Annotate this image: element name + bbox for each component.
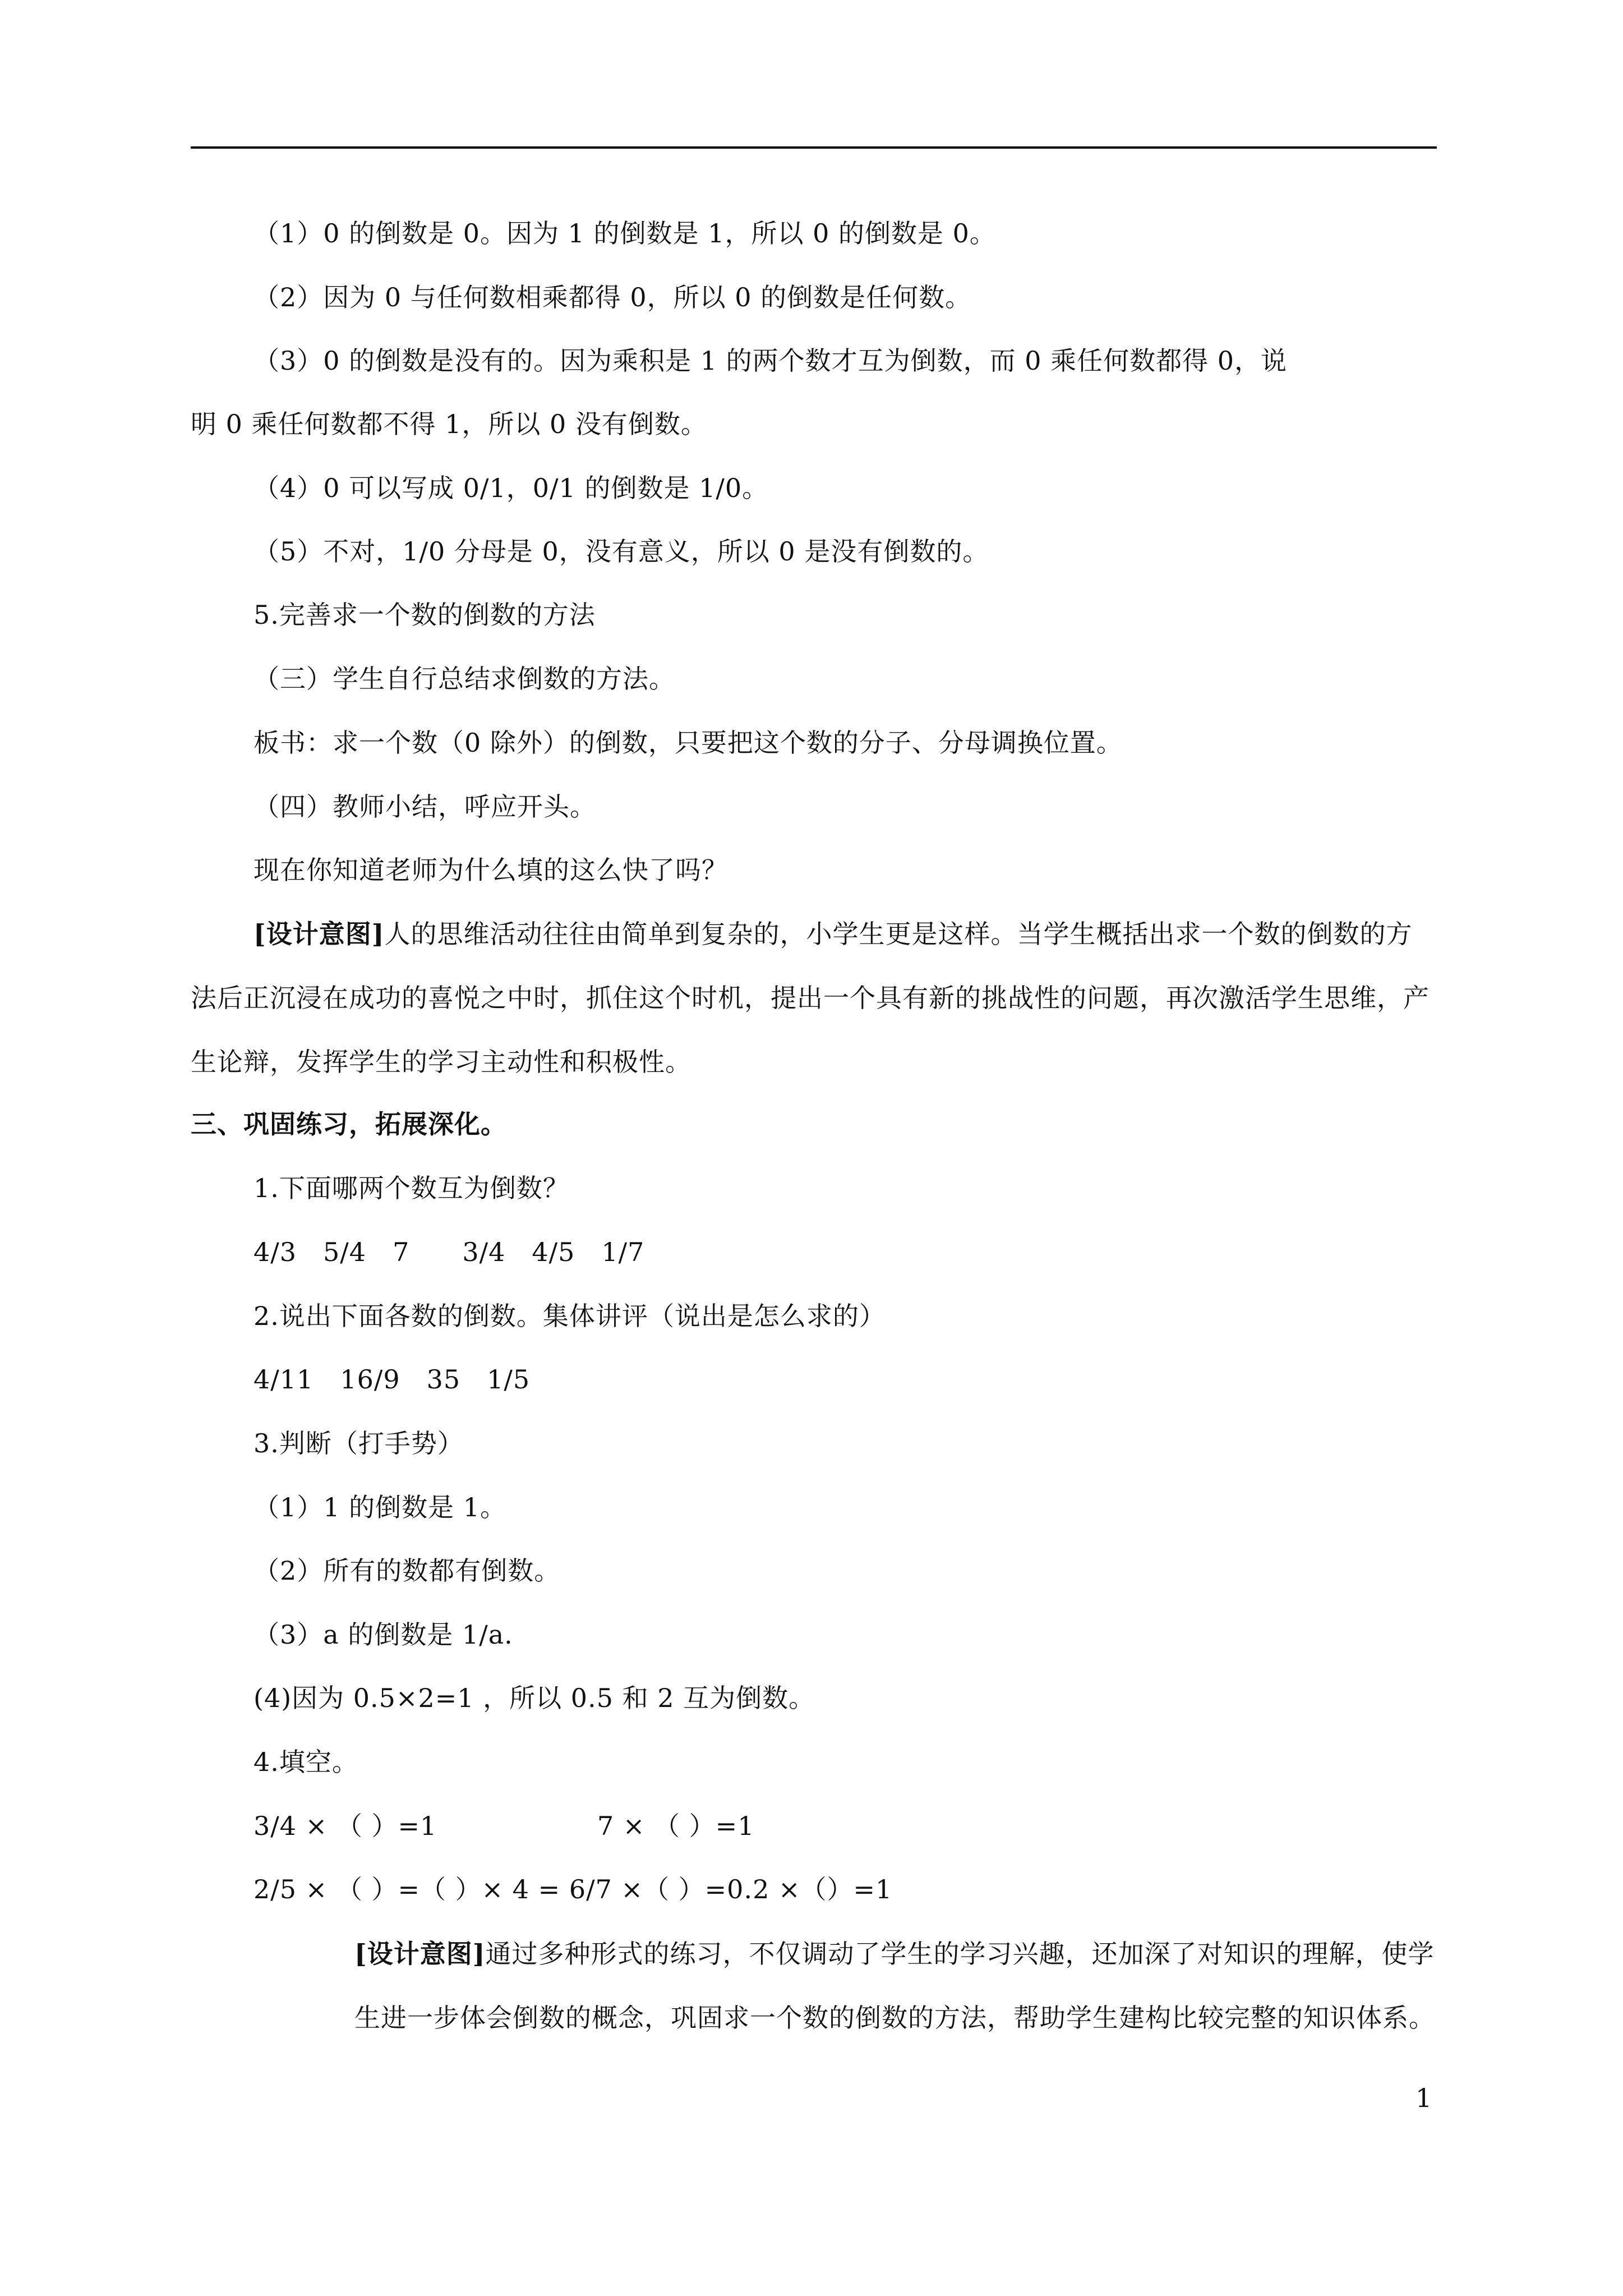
exercise-2-numbers: 4/11 16/9 35 1/5: [253, 1364, 531, 1395]
exercise-2: 2.说出下面各数的倒数。集体讲评（说出是怎么求的）: [253, 1301, 886, 1331]
blackboard-note: 板书：求一个数（0 除外）的倒数，只要把这个数的分子、分母调换位置。: [253, 728, 1123, 758]
header-rule: [191, 146, 1437, 149]
answer-4: （4）0 可以写成 0/1，0/1 的倒数是 1/0。: [253, 473, 769, 503]
answer-3: （3）0 的倒数是没有的。因为乘积是 1 的两个数才互为倒数，而 0 乘任何数都得 0，说: [253, 346, 1288, 376]
exercise-3-item-2: （2）所有的数都有倒数。: [253, 1556, 561, 1586]
design-intent-text: 通过多种形式的练习，不仅调动了学生的学习兴趣，还加深了对知识的理解，使学生进一步体会倒数的概念，巩固求一个数的倒数的方法，帮助学生建构比较完整的知识体系。: [354, 1939, 1435, 2033]
exercise-3-item-1: （1）1 的倒数是 1。: [253, 1492, 507, 1522]
design-intent-label: [设计意图]: [253, 919, 385, 949]
design-intent-label: [设计意图]: [354, 1939, 486, 1969]
exercise-1-numbers: 4/3 5/4 7 3/4 4/5 1/7: [253, 1237, 645, 1267]
question-line: 现在你知道老师为什么填的这么快了吗？: [253, 855, 728, 885]
exercise-4-item-c: 2/5 × （ ）=（ ）× 4 = 6/7 ×（ ）=0.2 ×（）=1: [253, 1874, 893, 1904]
exercise-3: 3.判断（打手势）: [253, 1428, 464, 1458]
exercise-3-item-4: (4)因为 0.5×2=1 ，所以 0.5 和 2 互为倒数。: [253, 1683, 815, 1713]
exercise-4: 4.填空。: [253, 1747, 358, 1777]
answer-1: （1）0 的倒数是 0。因为 1 的倒数是 1，所以 0 的倒数是 0。: [253, 218, 996, 249]
exercise-1: 1.下面哪两个数互为倒数？: [253, 1173, 569, 1203]
exercise-4-item-a: 3/4 × （ ）=1: [253, 1811, 437, 1841]
answer-3-cont: 明 0 乘任何数都不得 1，所以 0 没有倒数。: [191, 409, 707, 439]
design-intent-paragraph-2: [354, 1922, 1437, 2050]
section-3-heading: 三、巩固练习，拓展深化。: [191, 1109, 507, 1139]
answer-5: （5）不对，1/0 分母是 0，没有意义，所以 0 是没有倒数的。: [253, 536, 989, 567]
subsection-4: （四）教师小结，呼应开头。: [253, 792, 596, 822]
subsection-3: （三）学生自行总结求倒数的方法。: [253, 664, 675, 694]
design-intent-paragraph-1: [191, 902, 1437, 1094]
step-5-heading: 5.完善求一个数的倒数的方法: [253, 600, 596, 630]
exercise-4-item-b: 7 × （ ）=1: [597, 1811, 755, 1841]
page-number: 1: [1415, 2083, 1432, 2113]
design-intent-text: 人的思维活动往往由简单到复杂的，小学生更是这样。当学生概括出求一个数的倒数的方法后正沉浸在成功的喜悦之中时，抓住这个时机，提出一个具有新的挑战性的问题，再次激活学生思维，产生论辩，发挥学生的学习主动性和积极性。: [191, 919, 1430, 1077]
exercise-3-item-3: （3）a 的倒数是 1/a.: [253, 1619, 513, 1650]
answer-2: （2）因为 0 与任何数相乘都得 0，所以 0 的倒数是任何数。: [253, 282, 972, 312]
